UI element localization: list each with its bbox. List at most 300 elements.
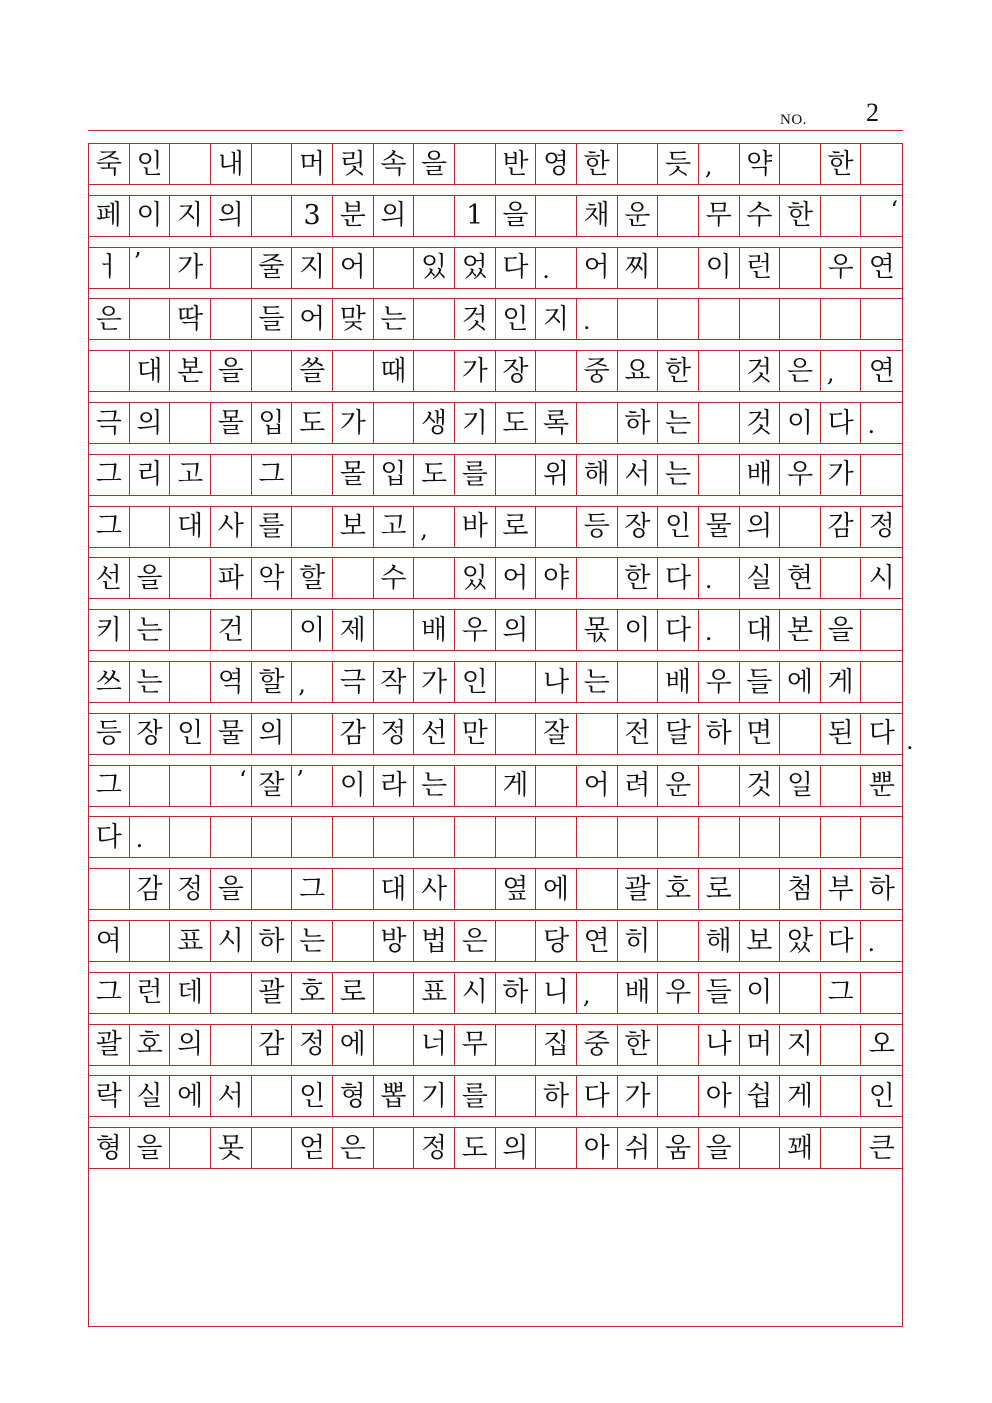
manuscript-cell: 보 [740,921,781,961]
manuscript-cell: 인 [455,662,496,702]
manuscript-cell [699,455,740,495]
row-spacer [89,909,902,921]
manuscript-cell [374,817,415,857]
manuscript-cell [89,351,130,391]
manuscript-cell [333,869,374,909]
manuscript-cell [496,714,537,754]
manuscript-cell: 대 [374,869,415,909]
manuscript-cell: 지 [780,1025,821,1065]
manuscript-cell: 을 [699,1128,740,1168]
manuscript-cell: 았 [780,921,821,961]
manuscript-cell: , [292,662,333,702]
manuscript-cell: 중 [577,1025,618,1065]
manuscript-cell [740,1128,781,1168]
manuscript-cell: 정 [414,1128,455,1168]
manuscript-cell: 장 [618,507,659,547]
manuscript-cell: 어 [577,248,618,288]
manuscript-cell [252,351,293,391]
manuscript-cell [740,299,781,339]
manuscript-cell: 할 [292,558,333,598]
manuscript-cell: 이 [130,196,171,236]
manuscript-cell [658,299,699,339]
manuscript-cell [536,610,577,650]
manuscript-cell [130,921,171,961]
manuscript-cell [211,1025,252,1065]
manuscript-cell [252,817,293,857]
manuscript-cell: 할 [252,662,293,702]
manuscript-cell [577,869,618,909]
manuscript-cell: . [699,610,740,650]
manuscript-row [89,403,902,443]
manuscript-cell: 머 [740,1025,781,1065]
manuscript-cell: 당 [536,921,577,961]
manuscript-cell: 형 [333,1076,374,1116]
manuscript-cell: 배 [618,973,659,1013]
manuscript-cell: 는 [577,662,618,702]
manuscript-cell: 는 [292,921,333,961]
manuscript-cell: 이 [699,248,740,288]
manuscript-cell: 그 [89,507,130,547]
manuscript-cell [252,610,293,650]
manuscript-cell: 그 [89,973,130,1013]
manuscript-cell: 의 [252,714,293,754]
manuscript-cell [577,558,618,598]
manuscript-cell [292,455,333,495]
manuscript-cell [699,403,740,443]
manuscript-cell: 쉽 [740,1076,781,1116]
manuscript-cell: 감 [333,714,374,754]
manuscript-cell: 려 [618,766,659,806]
manuscript-cell: 우 [780,455,821,495]
manuscript-cell: 그 [292,869,333,909]
manuscript-cell: 못 [211,1128,252,1168]
manuscript-cell: 현 [780,558,821,598]
row-spacer [89,1116,902,1128]
manuscript-cell: 잘 [252,766,293,806]
manuscript-row [89,455,902,495]
manuscript-cell [455,869,496,909]
manuscript-cell: 맞 [333,299,374,339]
manuscript-cell [658,248,699,288]
manuscript-cell: 고 [374,507,415,547]
row-spacer [89,287,902,299]
manuscript-cell: 얻 [292,1128,333,1168]
manuscript-cell: 연 [868,252,895,284]
manuscript-cell: 가 [821,455,862,495]
manuscript-cell: 인 [292,1076,333,1116]
manuscript-row [89,973,902,1013]
manuscript-cell: 줄 [252,248,293,288]
manuscript-cell: 만 [455,714,496,754]
manuscript-cell: 로 [333,973,374,1013]
manuscript-cell: 방 [374,921,415,961]
manuscript-cell: 오 [868,1029,895,1061]
manuscript-cell: 인 [170,714,211,754]
manuscript-cell: 역 [211,662,252,702]
manuscript-cell: 괄 [618,869,659,909]
manuscript-cell [292,817,333,857]
manuscript-cell: 배 [740,455,781,495]
manuscript-cell: 우 [658,973,699,1013]
manuscript-cell: 정 [868,511,895,543]
manuscript-cell: 파 [211,558,252,598]
manuscript-cell: . [867,411,876,439]
manuscript-cell [252,869,293,909]
manuscript-cell: 가 [170,248,211,288]
manuscript-cell: 이 [780,403,821,443]
manuscript-cell [374,248,415,288]
manuscript-cell [333,921,374,961]
manuscript-cell: 전 [618,714,659,754]
manuscript-cell [780,299,821,339]
manuscript-cell: 수 [740,196,781,236]
manuscript-cell: 쉬 [618,1128,659,1168]
manuscript-cell [414,817,455,857]
manuscript-cell: 있 [455,558,496,598]
manuscript-cell: 고 [170,455,211,495]
manuscript-cell [211,455,252,495]
manuscript-cell: 런 [740,248,781,288]
manuscript-cell: 때 [374,351,415,391]
manuscript-cell [89,869,130,909]
row-spacer [89,339,902,351]
manuscript-cell: 등 [577,507,618,547]
manuscript-row [89,869,902,909]
manuscript-cell [861,662,902,702]
manuscript-cell: 는 [658,403,699,443]
manuscript-cell: ㅓ [89,248,130,288]
manuscript-cell: 내 [211,144,252,184]
manuscript-cell: 선 [89,558,130,598]
row-spacer [89,1064,902,1076]
manuscript-cell: 에 [333,1025,374,1065]
manuscript-cell: 나 [699,1025,740,1065]
manuscript-cell: 다 [821,921,862,961]
manuscript-cell: 는 [130,662,171,702]
manuscript-cell: 달 [658,714,699,754]
manuscript-cell: 하 [496,973,537,1013]
manuscript-cell [861,610,902,650]
manuscript-cell: 우 [699,662,740,702]
manuscript-cell [658,196,699,236]
manuscript-cell: 해 [699,921,740,961]
manuscript-cell: 니 [536,973,577,1013]
manuscript-cell [780,714,821,754]
manuscript-cell [740,817,781,857]
manuscript-cell: 의 [374,196,415,236]
manuscript-cell [414,351,455,391]
manuscript-cell: 괄 [89,1025,130,1065]
manuscript-cell: ’ [292,766,333,806]
manuscript-cell: 입 [252,403,293,443]
manuscript-cell: 대 [740,610,781,650]
manuscript-cell [130,299,171,339]
manuscript-cell: 들 [252,299,293,339]
manuscript-cell: 호 [658,869,699,909]
manuscript-cell: 이 [740,973,781,1013]
manuscript-cell: 은 [455,921,496,961]
manuscript-cell: 을 [211,869,252,909]
manuscript-cell [577,714,618,754]
manuscript-cell: 을 [130,1128,171,1168]
manuscript-cell [861,455,902,495]
manuscript-cell [658,921,699,961]
manuscript-cell [496,1076,537,1116]
manuscript-cell: 도 [292,403,333,443]
manuscript-row [89,1025,902,1065]
manuscript-cell [496,921,537,961]
manuscript-cell [780,507,821,547]
manuscript-cell [170,1128,211,1168]
manuscript-cell: 히 [618,921,659,961]
manuscript-cell [292,507,333,547]
manuscript-cell: 몫 [577,610,618,650]
manuscript-cell: 어 [333,248,374,288]
manuscript-cell: 면 [740,714,781,754]
manuscript-row [89,817,902,857]
manuscript-cell: 표 [170,921,211,961]
manuscript-cell: 그 [821,973,862,1013]
manuscript-cell: 하 [868,873,895,905]
manuscript-cell [861,973,902,1013]
manuscript-cell: 실 [130,1076,171,1116]
manuscript-cell: 첨 [780,869,821,909]
manuscript-cell: 움 [658,1128,699,1168]
manuscript-cell [821,1076,862,1116]
manuscript-cell: 로 [496,507,537,547]
manuscript-row [89,299,902,339]
manuscript-cell: 릿 [333,144,374,184]
manuscript-cell: 지 [292,248,333,288]
manuscript-cell: 본 [170,351,211,391]
manuscript-cell: 악 [252,558,293,598]
manuscript-cell [821,1128,862,1168]
manuscript-cell [374,1128,415,1168]
manuscript-cell: 반 [496,144,537,184]
manuscript-cell: 잘 [536,714,577,754]
manuscript-grid [88,143,903,1327]
manuscript-cell: 은 [89,299,130,339]
manuscript-cell: 본 [780,610,821,650]
manuscript-cell: 하 [699,714,740,754]
manuscript-cell [821,766,862,806]
manuscript-cell: 약 [740,144,781,184]
manuscript-cell: 대 [170,507,211,547]
manuscript-cell [170,662,211,702]
manuscript-cell: 어 [496,558,537,598]
manuscript-cell: 기 [414,1076,455,1116]
row-spacer [89,857,902,869]
manuscript-cell: 장 [496,351,537,391]
manuscript-cell: . [130,817,171,857]
manuscript-cell [414,299,455,339]
manuscript-cell [821,299,862,339]
manuscript-cell [658,1076,699,1116]
manuscript-cell: 는 [130,610,171,650]
manuscript-cell: ‘ [890,195,899,224]
manuscript-cell: 인 [658,507,699,547]
manuscript-row [89,610,902,650]
manuscript-cell: 큰 [868,1132,895,1164]
manuscript-cell: 아 [577,1128,618,1168]
manuscript-cell: 있 [414,248,455,288]
manuscript-cell: 에 [780,662,821,702]
manuscript-cell: 의 [740,507,781,547]
manuscript-cell: 을 [821,610,862,650]
manuscript-cell: 그 [252,455,293,495]
manuscript-cell: 한 [618,1025,659,1065]
manuscript-cell [699,299,740,339]
manuscript-cell: 등 [89,714,130,754]
manuscript-cell: 우 [821,248,862,288]
manuscript-cell: . [577,299,618,339]
manuscript-cell: 무 [455,1025,496,1065]
manuscript-cell [536,817,577,857]
manuscript-cell [780,144,821,184]
manuscript-cell: 쓰 [89,662,130,702]
manuscript-cell: 서 [211,1076,252,1116]
row-spacer [89,805,902,817]
manuscript-cell: , [821,351,862,391]
manuscript-cell: . [699,558,740,598]
manuscript-cell: 것 [740,403,781,443]
manuscript-cell [536,1128,577,1168]
manuscript-row [89,662,902,702]
row-spacer [89,650,902,662]
manuscript-cell [374,403,415,443]
manuscript-cell: 아 [699,1076,740,1116]
manuscript-cell: 어 [292,299,333,339]
manuscript-cell: 한 [780,196,821,236]
manuscript-cell [414,558,455,598]
manuscript-cell: 일 [780,766,821,806]
manuscript-cell: 가 [333,403,374,443]
manuscript-cell: 가 [618,1076,659,1116]
manuscript-cell: 가 [455,351,496,391]
manuscript-cell: 정 [170,869,211,909]
manuscript-cell: 죽 [89,144,130,184]
manuscript-cell: 쓸 [292,351,333,391]
manuscript-cell [252,1128,293,1168]
manuscript-cell: 는 [414,766,455,806]
manuscript-cell: 운 [618,196,659,236]
manuscript-cell: 락 [89,1076,130,1116]
manuscript-cell: 3 [292,196,333,236]
manuscript-cell: 보 [333,507,374,547]
manuscript-cell: 정 [292,1025,333,1065]
manuscript-cell: 다 [658,558,699,598]
manuscript-cell: 도 [496,403,537,443]
manuscript-cell: 다 [89,817,130,857]
manuscript-cell: 사 [414,869,455,909]
manuscript-cell [496,662,537,702]
manuscript-cell: 의 [170,1025,211,1065]
manuscript-cell [496,455,537,495]
row-spacer [89,236,902,248]
manuscript-cell: 수 [374,558,415,598]
manuscript-cell [374,973,415,1013]
manuscript-cell: 의 [496,1128,537,1168]
row-spacer [89,1013,902,1025]
manuscript-row [89,351,902,391]
manuscript-cell: 해 [577,455,618,495]
manuscript-cell: 도 [455,1128,496,1168]
manuscript-cell: 꽤 [780,1128,821,1168]
manuscript-cell: 배 [414,610,455,650]
manuscript-cell: 들 [699,973,740,1013]
manuscript-cell: 를 [455,455,496,495]
manuscript-cell: 을 [130,558,171,598]
manuscript-cell: 1 [455,196,496,236]
manuscript-cell: . [536,248,577,288]
manuscript-cell: 장 [130,714,171,754]
manuscript-cell: 들 [740,662,781,702]
manuscript-cell: 다 [658,610,699,650]
manuscript-cell: 다 [868,718,895,750]
manuscript-cell [455,817,496,857]
manuscript-cell: 키 [89,610,130,650]
header-rule [88,130,903,131]
manuscript-cell [170,403,211,443]
manuscript-cell: 인 [868,1080,895,1112]
manuscript-cell: 바 [455,507,496,547]
manuscript-cell: 다 [496,248,537,288]
manuscript-cell: 것 [740,351,781,391]
manuscript-cell: 은 [780,351,821,391]
manuscript-cell: 머 [292,144,333,184]
manuscript-cell: 나 [536,662,577,702]
manuscript-cell: 호 [292,973,333,1013]
manuscript-cell: 법 [414,921,455,961]
manuscript-cell: 제 [333,610,374,650]
manuscript-cell [252,144,293,184]
manuscript-cell: 배 [658,662,699,702]
manuscript-cell: 물 [699,507,740,547]
manuscript-cell: 로 [699,869,740,909]
manuscript-cell: 는 [374,299,415,339]
manuscript-cell: 지 [536,299,577,339]
manuscript-cell [821,1025,862,1065]
manuscript-cell: 었 [455,248,496,288]
manuscript-cell: 딱 [170,299,211,339]
row-spacer [89,443,902,455]
manuscript-cell: 한 [658,351,699,391]
manuscript-cell: 옆 [496,869,537,909]
manuscript-cell: 몰 [211,403,252,443]
manuscript-cell: 입 [374,455,415,495]
manuscript-cell: 그 [89,766,130,806]
manuscript-cell: 다 [577,1076,618,1116]
manuscript-cell: 에 [170,1076,211,1116]
manuscript-cell: 을 [211,351,252,391]
manuscript-cell: 이 [618,610,659,650]
manuscript-cell [170,558,211,598]
row-spacer [89,184,902,196]
manuscript-cell [211,299,252,339]
manuscript-cell: 분 [333,196,374,236]
manuscript-cell: 이 [333,766,374,806]
manuscript-cell [170,817,211,857]
manuscript-cell: 사 [211,507,252,547]
manuscript-cell: 몰 [333,455,374,495]
manuscript-cell: 는 [658,455,699,495]
manuscript-row [89,921,902,961]
manuscript-cell [618,662,659,702]
manuscript-cell [536,507,577,547]
manuscript-cell [536,196,577,236]
manuscript-cell: 채 [577,196,618,236]
manuscript-cell [130,766,171,806]
